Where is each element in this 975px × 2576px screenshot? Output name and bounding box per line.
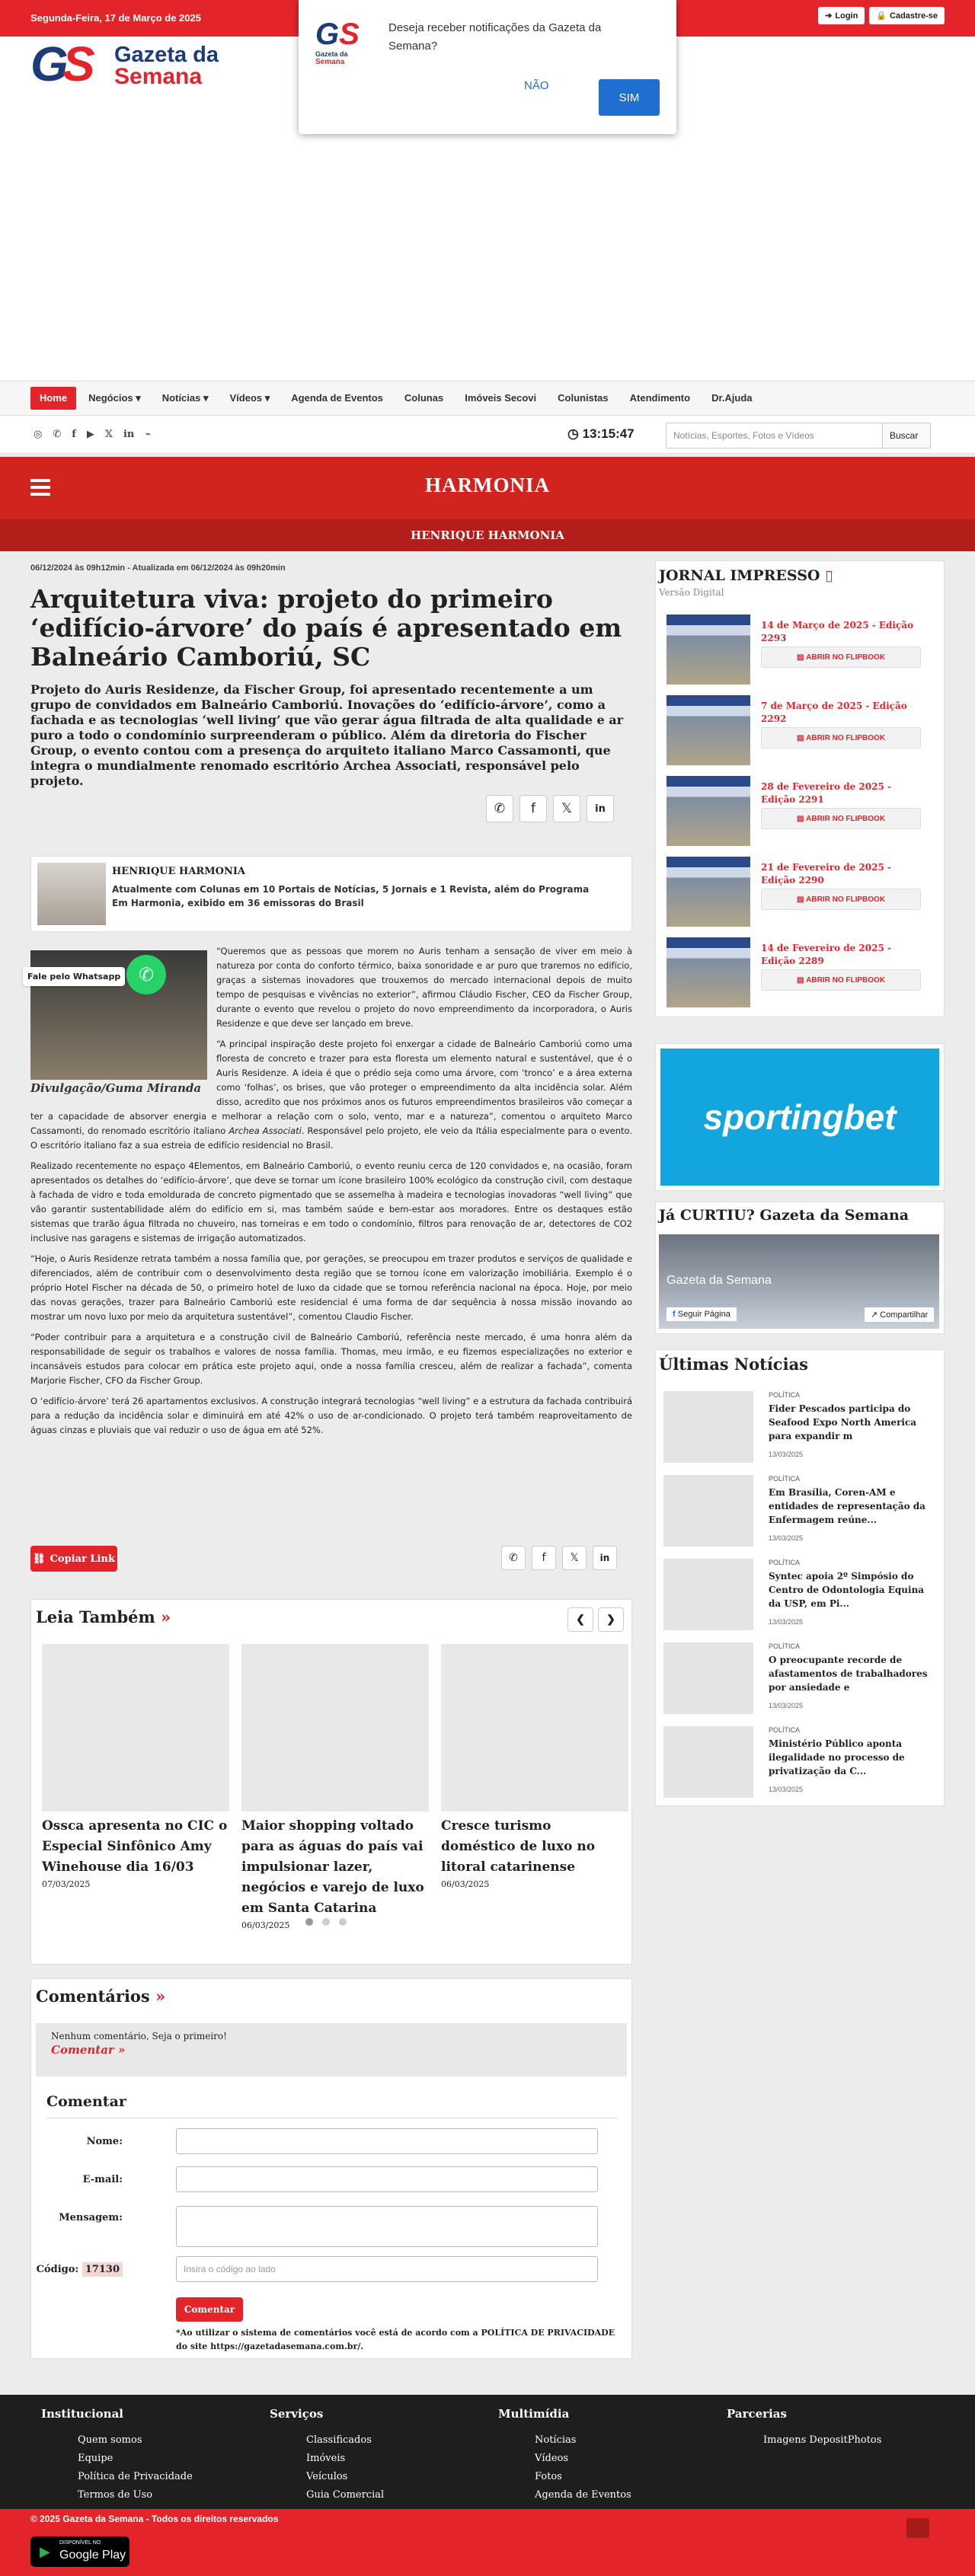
edition-cover[interactable] bbox=[667, 776, 750, 846]
paragraph: Realizado recentemente no espaço 4Elementos, em Balneário Camboriú, o evento reuniu cerca de 120 convidados e, na ocasião, foram apresentados os detalhes do ‘edifício-árvore’, que deve se tornar um ícone brasileiro 100% ecológico da construção civil, com destaque à fachada de vidro e toda emoldurada de concreto pigmentado que se assemelha à madeira e tecnologias inovadoras “well living” que vão garantir sustentabilidade além do edifício em si, mas também saúde e bem-estar aos moradores. Entre os destaques estão sistemas que trarão água filtrada no chuveiro, nas torneiras e em todo o condomínio, filtros para renovação de ar, detectores de CO2 inclusive nas garagens e sistemas de irrigação automatizados. bbox=[30, 1160, 632, 1243]
author-box bbox=[30, 856, 632, 932]
footer-link[interactable]: Agenda de Eventos bbox=[535, 2489, 631, 2501]
news-category: POLÍTICA bbox=[769, 1726, 801, 1734]
instagram-icon[interactable]: ◎ bbox=[34, 429, 43, 440]
flipbook-button[interactable]: ▤ ABRIR NO FLIPBOOK bbox=[761, 808, 921, 829]
footer-heading: Parcerias bbox=[727, 2407, 787, 2421]
author-avatar bbox=[37, 863, 106, 925]
social-links bbox=[34, 429, 151, 440]
footer-column bbox=[41, 2407, 193, 2504]
flipbook-button[interactable]: ▤ ABRIR NO FLIPBOOK bbox=[761, 969, 921, 991]
nav-item[interactable]: Dr.Ajuda bbox=[711, 392, 753, 404]
related-image[interactable] bbox=[441, 1644, 628, 1811]
carousel-dots bbox=[305, 1918, 347, 1926]
message-label: Mensagem: bbox=[59, 2212, 123, 2223]
nav-item[interactable]: Agenda de Eventos bbox=[291, 392, 383, 404]
footer-link[interactable]: Guia Comercial bbox=[306, 2489, 385, 2501]
whatsapp-icon[interactable]: ✆ bbox=[53, 429, 62, 440]
share-x-icon[interactable]: 𝕏 bbox=[562, 1546, 587, 1570]
comment-form-title: Comentar bbox=[46, 2093, 126, 2110]
related-title: Leia Também » bbox=[36, 1607, 171, 1626]
related-card[interactable] bbox=[42, 1644, 229, 1889]
related-date: 06/03/2025 bbox=[441, 1879, 490, 1889]
news-item[interactable] bbox=[663, 1475, 938, 1551]
edition-item bbox=[667, 937, 941, 1010]
article bbox=[27, 563, 633, 1565]
nav-item[interactable]: Imóveis Secovi bbox=[465, 392, 537, 404]
notification-logo: GS Gazeta da Semana bbox=[315, 18, 360, 66]
footer-column bbox=[498, 2407, 631, 2504]
edition-title[interactable]: 28 de Fevereiro de 2025 - Edição 2291 bbox=[761, 781, 891, 805]
latest-news-panel bbox=[655, 1349, 945, 1806]
news-image[interactable] bbox=[663, 1559, 753, 1630]
news-title[interactable]: Em Brasília, Coren-AM e entidades de representação da Enfermagem reúne... bbox=[769, 1487, 925, 1525]
carousel-dot[interactable] bbox=[305, 1918, 313, 1926]
news-category: POLÍTICA bbox=[769, 1642, 801, 1650]
footer-heading: Multimídia bbox=[498, 2407, 570, 2421]
current-date: Segunda-Feira, 17 de Março de 2025 bbox=[30, 12, 201, 24]
photo-caption: Divulgação/Guma Miranda bbox=[30, 1081, 202, 1095]
facebook-panel bbox=[655, 1202, 945, 1334]
related-date: 06/03/2025 bbox=[241, 1920, 290, 1930]
email-input[interactable] bbox=[176, 2166, 598, 2192]
clock: ◷ 13:15:47 bbox=[567, 426, 635, 441]
section-title: HARMONIA bbox=[425, 474, 550, 496]
news-title[interactable]: Ministério Público aponta ilegalidade no processo de privatização da C... bbox=[769, 1738, 905, 1776]
share-x-icon[interactable]: 𝕏 bbox=[553, 795, 580, 822]
name-label: Nome: bbox=[86, 2136, 123, 2147]
logo-line2: Semana bbox=[114, 64, 203, 89]
news-date: 13/03/2025 bbox=[769, 1702, 804, 1709]
news-title[interactable]: Fider Pescados participa do Seafood Expo North America para expandir m bbox=[769, 1403, 917, 1441]
share-facebook-icon[interactable]: f bbox=[519, 795, 547, 822]
footer-bottom bbox=[0, 2509, 975, 2576]
footer-link[interactable]: Fotos bbox=[535, 2471, 562, 2482]
carousel-dot[interactable] bbox=[339, 1918, 347, 1926]
edition-cover[interactable] bbox=[667, 695, 750, 765]
footer-link[interactable]: Veículos bbox=[306, 2471, 348, 2482]
related-title-text[interactable]: Cresce turismo doméstico de luxo no litoral catarinense bbox=[441, 1818, 596, 1875]
news-item[interactable] bbox=[663, 1559, 938, 1635]
register-button[interactable]: 🔒 Cadastre-se bbox=[869, 7, 945, 24]
x-icon[interactable]: 𝕏 bbox=[104, 429, 113, 440]
edition-item bbox=[667, 857, 941, 929]
news-title[interactable]: Syntec apoia 2º Simpósio do Centro de Odontologia Equina da USP, em Pi... bbox=[769, 1571, 925, 1609]
youtube-icon[interactable]: ▶ bbox=[86, 429, 94, 440]
news-item[interactable] bbox=[663, 1726, 938, 1802]
flipbook-button[interactable]: ▤ ABRIR NO FLIPBOOK bbox=[761, 889, 921, 910]
nav-item[interactable]: Notícias ▾ bbox=[161, 392, 209, 404]
pdf-icon: ▤ bbox=[796, 975, 807, 985]
facebook-widget[interactable]: Gazeta da Semana f Seguir Página ↗ Compartilhar bbox=[659, 1234, 939, 1329]
login-button[interactable]: ➔ Login bbox=[818, 7, 865, 24]
edition-item bbox=[667, 776, 941, 848]
login-icon: ➔ bbox=[825, 11, 833, 21]
site-logo[interactable] bbox=[30, 37, 229, 90]
share-whatsapp-icon[interactable]: ✆ bbox=[501, 1546, 526, 1570]
submit-comment-button[interactable]: Comentar bbox=[176, 2297, 243, 2322]
print-edition-panel bbox=[655, 560, 945, 1017]
comment-cta[interactable]: Comentar » bbox=[51, 2043, 126, 2057]
name-input[interactable] bbox=[176, 2128, 598, 2154]
paragraph: “Poder contribuir para a arquitetura e a construção civil de Balneário Camboriú, referência neste mercado, é uma honra além da responsabilidade de seguir os trabalhos e valores de nossa família. Thomas, meu irmão, e eu fizemos especializações no exterior e incansáveis estudos para colocar em prática este projeto aqui, onde a nossa família cresceu, além de realizar a fachada”, comenta Marjorie Fischer, CFO da Fischer Group. bbox=[30, 1332, 632, 1386]
news-date: 13/03/2025 bbox=[769, 1786, 804, 1793]
phone-icon: ▯ bbox=[825, 567, 833, 584]
footer-column bbox=[727, 2407, 881, 2450]
copyright: © 2025 Gazeta da Semana - Todos os direitos reservados bbox=[30, 2514, 279, 2524]
footer-link[interactable]: Termos de Uso bbox=[78, 2489, 153, 2501]
paragraph: O ‘edifício-árvore’ terá 26 apartamentos exclusivos. A construção integrará tecnologias “well living” e a estrutura da fachada contribuirá para a redução da incidência solar e diminuirá em até 42% o uso de ar-condicionado. O projeto terá também reaproveitamento de águas cinzas e pluviais que vai reduzir o uso de água em até 52%. bbox=[30, 1396, 632, 1435]
footer-heading: Institucional bbox=[41, 2407, 123, 2421]
related-image[interactable] bbox=[241, 1644, 429, 1811]
linkedin-icon[interactable]: in bbox=[123, 429, 135, 440]
nav-item[interactable]: Colunistas bbox=[558, 392, 609, 404]
edition-title[interactable]: 21 de Fevereiro de 2025 - Edição 2290 bbox=[761, 862, 891, 886]
edition-title[interactable]: 7 de Março de 2025 - Edição 2292 bbox=[761, 701, 907, 724]
pdf-icon: ▤ bbox=[796, 814, 807, 823]
news-image[interactable] bbox=[663, 1475, 753, 1547]
follow-button[interactable]: f Seguir Página bbox=[667, 1307, 737, 1321]
author-bio: Atualmente com Colunas em 10 Portais de Notícias, 5 Jornais e 1 Revista, além do Programa Em Harmonia, exibido em 36 emissoras do Brasil bbox=[112, 884, 590, 908]
flipbook-button[interactable]: ▤ ABRIR NO FLIPBOOK bbox=[761, 646, 921, 668]
author-name[interactable]: HENRIQUE HARMONIA bbox=[112, 866, 245, 877]
article-lead: Projeto do Auris Residenze, da Fischer Group, foi apresentado recentemente a um grupo de convidados em Balneário Camboriú. Inovações do ‘edifício-árvore’, como a fachada e as tecnologias ‘well living’ que vão gerar água filtrada de alta qualidade e ar puro a todo o condomínio surpreenderam o público. Além da diretoria do Fischer Group, o evento contou com a presença do arquiteto italiano Marco Cassamonti, que integra o mundialmente renomado escritório Archea Associati, responsável pelo projeto. bbox=[30, 682, 624, 788]
related-title-text[interactable]: Ossca apresenta no CIC o Especial Sinfônico Amy Winehouse dia 16/03 bbox=[42, 1818, 228, 1875]
edition-cover[interactable] bbox=[667, 937, 750, 1007]
privacy-link[interactable]: POLÍTICA DE PRIVACIDADE bbox=[481, 2328, 615, 2338]
share-facebook-icon[interactable]: f bbox=[532, 1546, 556, 1570]
whatsapp-float-button[interactable]: ✆ bbox=[126, 955, 166, 994]
sportingbet-ad[interactable] bbox=[655, 1043, 945, 1191]
notification-prompt bbox=[299, 0, 676, 134]
footer-link[interactable]: Vídeos bbox=[535, 2453, 569, 2464]
utility-bar bbox=[0, 416, 975, 454]
play-icon: ▶ bbox=[40, 2544, 50, 2559]
print-edition-subtitle: Versão Digital bbox=[659, 587, 724, 598]
search-button[interactable]: Buscar bbox=[882, 423, 931, 448]
article-meta: 06/12/2024 às 09h12min - Atualizada em 06/12/2024 às 09h20min bbox=[30, 563, 286, 573]
footer-link[interactable]: Imagens DepositPhotos bbox=[763, 2434, 882, 2446]
privacy-note: *Ao utilizar o sistema de comentários você está de acordo com a POLÍTICA DE PRIVACIDADE do site https://gazetadasemana.com.br/. bbox=[176, 2328, 615, 2351]
comments-empty-box: Nenhum comentário, Seja o primeiro! Comentar » bbox=[36, 2023, 627, 2076]
facebook-title: Já CURTIU? Gazeta da Semana bbox=[659, 1207, 909, 1224]
footer-heading: Serviços bbox=[270, 2407, 324, 2421]
related-date: 07/03/2025 bbox=[42, 1879, 91, 1889]
share-buttons-top bbox=[486, 795, 614, 822]
related-card[interactable] bbox=[441, 1644, 628, 1889]
paragraph: “Hoje, o Auris Residenze retrata também a nossa família que, por gerações, se preocupou em trazer produtos e serviços de qualidade e diferenciados, além de contribuir com o desenvolvimento desta região que se tornou ícone em valorização imobiliária. Exemplo é o próprio Hotel Fischer na década de 50, o primeiro hotel de luxo da cidade que se tornou referência nacional na época. Hoje, por meio das novas gerações, trazer para Balneário Camboriú este residencial é uma forma de dar sequência à nossa missão inovando ao mostrar um novo luxo por meio da arquitetura sustentável”, comentou Claudio Fischer. bbox=[30, 1253, 632, 1322]
whatsapp-label: Fale pelo Whatsapp bbox=[23, 967, 125, 986]
nav-item[interactable]: Negócios ▾ bbox=[88, 392, 141, 404]
email-label: E-mail: bbox=[82, 2174, 123, 2185]
paragraph: “A principal inspiração deste projeto foi enxergar a cidade de Balneário Camboriú como uma floresta de concreto e trazer para esta floresta um elemento natural e sustentável, que é o Auris Residenze. A ideia é que o prédio seja como uma árvore, com ‘tronco’ e a área externa como ‘folhas’, os brises, que vão proteger o empreendimento da alta incidência solar. Além disso, acredito que nos próximos anos os futuros empreendimentos brasileiros vão começar a ter a capacidade de absorver energia e melhorar a relação com o solo, vento, mar e a natureza”, comentou o arquiteto Marco Cassamonti, do renomado escritório italiano Archea Associati. Responsável pelo projeto, ele veio da Itália especialmente para o evento. O escritório italiano faz a sua estreia de edifício residencial no Brasil. bbox=[30, 1039, 633, 1151]
nav-item[interactable]: Vídeos ▾ bbox=[229, 392, 270, 404]
article-body bbox=[27, 944, 633, 1444]
svg-text:G: G bbox=[30, 37, 69, 90]
svg-text:S: S bbox=[62, 37, 95, 90]
rss-icon[interactable]: ⌁ bbox=[145, 429, 152, 440]
ad-brand: sportingbet bbox=[703, 1097, 897, 1137]
google-play-badge[interactable]: ▶ DISPONÍVEL NO Google Play bbox=[30, 2536, 129, 2567]
news-image[interactable] bbox=[663, 1642, 753, 1714]
columnist-banner: HENRIQUE HARMONIA bbox=[0, 519, 975, 551]
comments-panel bbox=[30, 1978, 632, 2359]
related-title-text[interactable]: Maior shopping voltado para as águas do país vai impulsionar lazer, negócios e varejo de luxo em Santa Catarina bbox=[241, 1818, 424, 1916]
facebook-icon[interactable]: f bbox=[72, 429, 76, 440]
article-title: Arquitetura viva: projeto do primeiro ‘edifício-árvore’ do país é apresentado em Balneário Camboriú, SC bbox=[30, 584, 622, 672]
share-whatsapp-icon[interactable]: ✆ bbox=[486, 795, 513, 822]
related-card[interactable] bbox=[241, 1644, 429, 1930]
footer-link[interactable]: Classificados bbox=[306, 2434, 372, 2446]
news-title[interactable]: O preocupante recorde de afastamentos de trabalhadores por ansiedade e bbox=[769, 1655, 928, 1693]
footer-link[interactable]: Política de Privacidade bbox=[78, 2471, 193, 2482]
share-button[interactable]: ↗ Compartilhar bbox=[865, 1307, 934, 1322]
news-date: 13/03/2025 bbox=[769, 1451, 804, 1458]
footer-link[interactable]: Imóveis bbox=[306, 2453, 346, 2464]
carousel-dot[interactable] bbox=[322, 1918, 330, 1926]
news-date: 13/03/2025 bbox=[769, 1618, 804, 1626]
code-input[interactable]: Insira o código ao lado bbox=[176, 2256, 598, 2282]
share-icon: ↗ bbox=[871, 1310, 881, 1320]
notification-no-button[interactable]: NÃO bbox=[524, 79, 549, 92]
news-date: 13/03/2025 bbox=[769, 1534, 804, 1542]
news-category: POLÍTICA bbox=[769, 1475, 801, 1483]
flipbook-button[interactable]: ▤ ABRIR NO FLIPBOOK bbox=[761, 727, 921, 749]
facebook-icon: f bbox=[673, 1310, 678, 1319]
notification-yes-button[interactable]: SIM bbox=[599, 79, 660, 116]
main-nav bbox=[0, 381, 975, 416]
section-banner bbox=[0, 457, 975, 519]
share-linkedin-icon[interactable]: in bbox=[587, 795, 614, 822]
footer-column bbox=[270, 2407, 384, 2504]
latest-news-title: Últimas Notícias bbox=[659, 1355, 809, 1374]
search-input[interactable]: Notícias, Esportes, Fotos e Vídeos bbox=[666, 423, 887, 448]
edition-title[interactable]: 14 de Fevereiro de 2025 - Edição 2289 bbox=[761, 943, 891, 966]
news-category: POLÍTICA bbox=[769, 1391, 801, 1399]
footer-link[interactable]: Notícias bbox=[535, 2434, 577, 2446]
footer-link[interactable]: Equipe bbox=[78, 2453, 113, 2464]
copy-link-button[interactable]: ⛓ Copiar Link bbox=[30, 1546, 117, 1572]
edition-title[interactable]: 14 de Março de 2025 - Edição 2293 bbox=[761, 620, 914, 643]
nav-item[interactable]: Colunas bbox=[404, 392, 444, 404]
footer bbox=[0, 2395, 975, 2509]
edition-item bbox=[667, 695, 941, 768]
news-image[interactable] bbox=[663, 1726, 753, 1798]
lock-icon: 🔒 bbox=[876, 11, 887, 21]
clock-icon: ◷ bbox=[567, 426, 579, 441]
share-buttons-bottom bbox=[501, 1546, 617, 1570]
message-textarea[interactable] bbox=[176, 2206, 598, 2247]
edition-cover[interactable] bbox=[667, 614, 750, 685]
captcha-code: 17130 bbox=[82, 2262, 123, 2277]
nav-item[interactable]: Home bbox=[30, 387, 76, 410]
scroll-top-icon[interactable] bbox=[906, 2518, 929, 2538]
comments-title: Comentários » bbox=[36, 1987, 166, 2006]
edition-item bbox=[667, 614, 941, 687]
news-item[interactable] bbox=[663, 1391, 938, 1467]
notification-text: Deseja receber notificações da Gazeta da Semana? bbox=[388, 21, 602, 53]
paragraph: “Queremos que as pessoas que morem no Auris tenham a sensação de viver em meio à natureza por conta do conforto térmico, baixa sonoridade e ar puro que traremos no edifício, graças a sistemas inovadores que trouxemos do mercado internacional depois de muito tempo de pesquisas e vivências no exterior”, afirmou Cláudio Fischer, CEO da Fischer Group, durante o evento que revelou o projeto do novo empreendimento da incorporadora, o Auris Residenze e que deve ser lançado em breve. bbox=[216, 946, 632, 1029]
code-label: Código: 17130 bbox=[31, 2264, 123, 2275]
pdf-icon: ▤ bbox=[796, 895, 807, 904]
news-category: POLÍTICA bbox=[769, 1559, 801, 1566]
logo-line1: Gazeta da bbox=[114, 43, 219, 67]
news-image[interactable] bbox=[663, 1391, 753, 1463]
pdf-icon: ▤ bbox=[796, 653, 807, 662]
share-linkedin-icon[interactable]: in bbox=[593, 1546, 617, 1570]
related-image[interactable] bbox=[42, 1644, 229, 1811]
nav-item[interactable]: Atendimento bbox=[629, 392, 691, 404]
footer-link[interactable]: Quem somos bbox=[78, 2434, 142, 2446]
link-icon: ⛓ bbox=[33, 1553, 46, 1565]
pdf-icon: ▤ bbox=[796, 733, 807, 742]
related-panel bbox=[30, 1599, 632, 1965]
news-item[interactable] bbox=[663, 1642, 938, 1719]
next-icon[interactable]: ❯ bbox=[598, 1607, 624, 1632]
edition-cover[interactable] bbox=[667, 857, 750, 927]
prev-icon[interactable]: ❮ bbox=[567, 1607, 593, 1632]
print-edition-title: JORNAL IMPRESSO ▯ bbox=[659, 567, 833, 584]
